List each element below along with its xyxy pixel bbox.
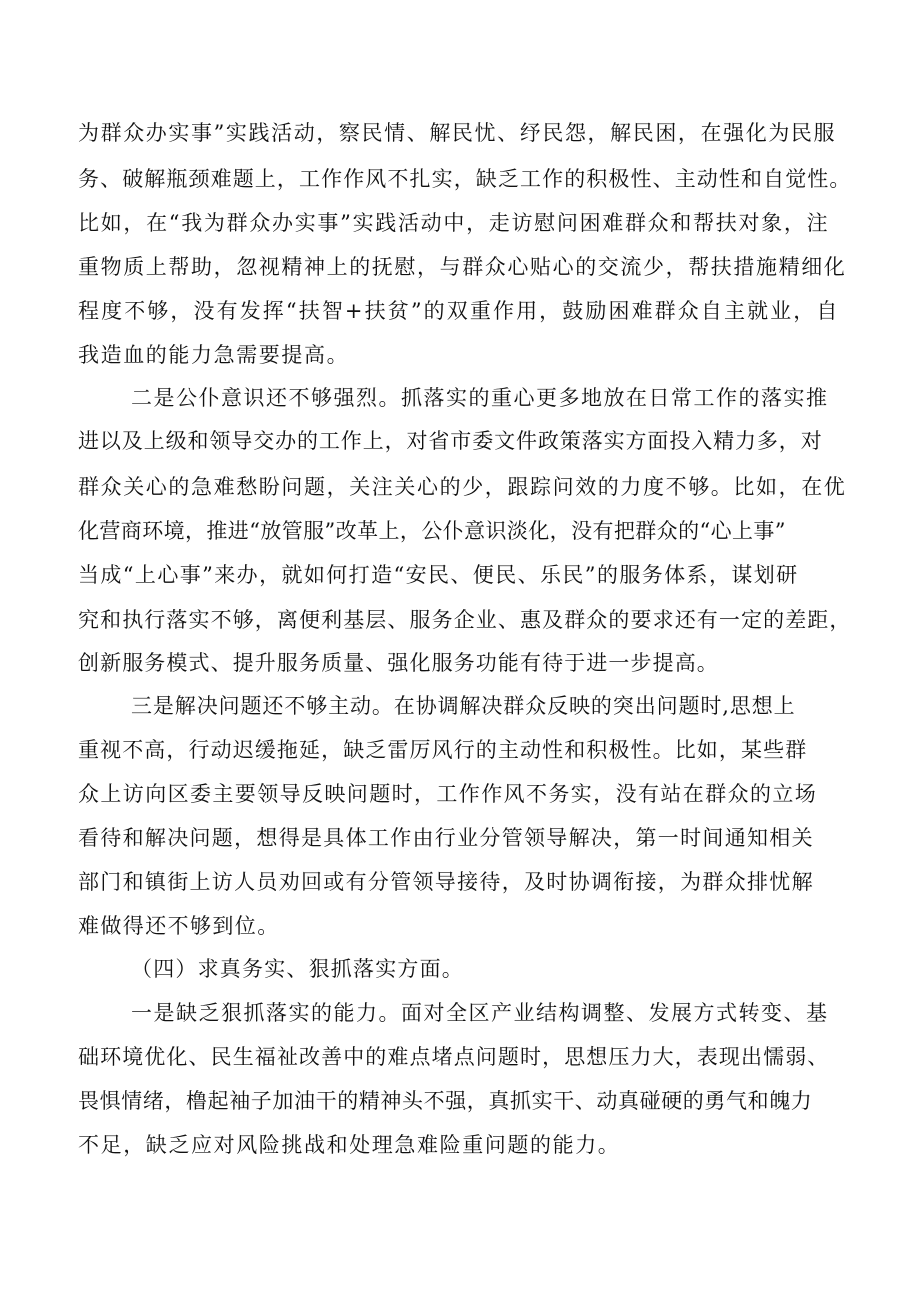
section-heading: （四）求真务实、狠抓落实方面。 (131, 957, 464, 981)
text-line: 一是缺乏狠抓落实的能力。面对全区产业结构调整、发展方式转变、基 (131, 1001, 829, 1025)
text-line: 三是解决问题还不够主动。在协调解决群众反映的突出问题时,思想上 (131, 694, 796, 718)
text-line: 难做得还不够到位。 (78, 914, 280, 938)
text-line: 我造血的能力急需要提高。 (78, 343, 350, 367)
text-line: 创新服务模式、提升服务质量、强化服务功能有待于进一步提高。 (78, 651, 719, 675)
text-line: 二是公仆意识还不够强烈。抓落实的重心更多地放在日常工作的落实推 (131, 386, 829, 410)
text-line: 看待和解决问题，想得是具体工作由行业分管领导解决，第一时间通知相关 (78, 826, 814, 850)
text-line: 畏惧情绪，橹起袖子加油干的精神头不强，真抓实干、动真碰硬的勇气和魄力 (78, 1089, 813, 1113)
text-line: 究和执行落实不够，离便利基层、服务企业、惠及群众的要求还有一定的差距， (78, 608, 852, 632)
text-line: 为群众办实事”实践活动，察民情、解民忧、纾民怨，解民困，在强化为民服 (78, 121, 837, 145)
text-line: 比如，在“我为群众办实事”实践活动中，走访慰问困难群众和帮扶对象，注 (78, 211, 830, 235)
text-line: 化营商环境，推进“放管服”改革上，公仆意识淡化，没有把群众的“心上事” (78, 519, 786, 543)
text-line: 程度不够，没有发挥“扶智+扶贫”的双重作用，鼓励困难群众自主就业，自 (78, 299, 840, 323)
text-line: 础环境优化、民生福祉改善中的难点堵点问题时，思想压力大，表现出懦弱、 (78, 1045, 830, 1069)
text-line: 不足，缺乏应对风险挑战和处理急难险重问题的能力。 (78, 1133, 621, 1157)
text-line: 当成“上心事”来办，就如何打造“安民、便民、乐民”的服务体系，谋划研 (78, 563, 799, 587)
text-line: 众上访向区委主要领导反映问题时，工作作风不务实，没有站在群众的立场 (78, 782, 818, 806)
text-line: 重视不高，行动迟缓拖延，缺乏雷厉风行的主动性和积极性。比如，某些群 (78, 738, 808, 762)
text-line: 务、破解瓶颈难题上，工作作风不扎实，缺乏工作的积极性、主动性和自觉性。 (78, 167, 852, 191)
text-line: 进以及上级和领导交办的工作上，对省市委文件政策落实方面投入精力多，对 (78, 429, 823, 453)
text-line: 重物质上帮助，忽视精神上的抚慰，与群众心贴心的交流少，帮扶措施精细化 (78, 255, 847, 279)
text-line: 群众关心的急难愁盼问题，关注关心的少，跟踪问效的力度不够。比如，在优 (78, 475, 847, 499)
text-line: 部门和镇街上访人员劝回或有分管领导接待，及时协调衔接，为群众排忧解 (78, 870, 814, 894)
